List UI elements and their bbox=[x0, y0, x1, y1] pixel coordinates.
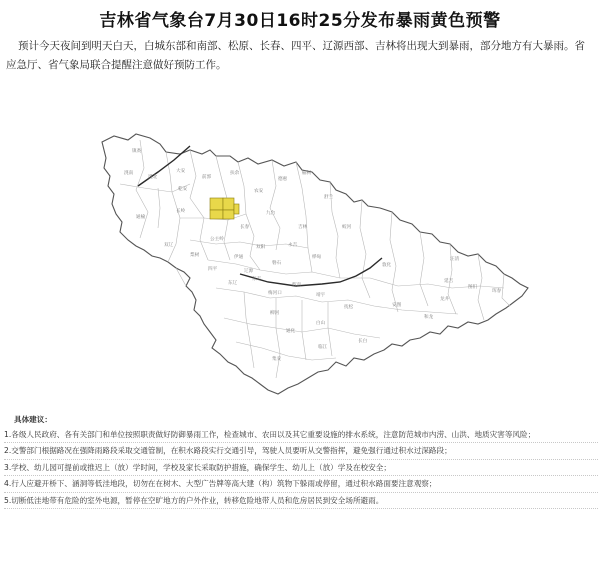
alert-area-2 bbox=[223, 198, 234, 210]
alert-area-4 bbox=[223, 210, 234, 219]
map-label: 汪清 bbox=[450, 257, 460, 262]
map-label: 图们 bbox=[468, 285, 478, 290]
map-label: 双阳 bbox=[256, 245, 266, 250]
advice-item: 4.行人应避开桥下、涵洞等低洼地段，切勿在在树木、大型广告牌等高大建（构）筑物下躲雨或停留，通过积水路面要注意观察； bbox=[4, 478, 598, 493]
map-label: 四平 bbox=[208, 267, 218, 272]
map-label: 通榆 bbox=[136, 215, 146, 220]
map-label: 永吉 bbox=[288, 243, 298, 248]
jilin-province-map bbox=[40, 128, 550, 400]
map-label: 长春 bbox=[240, 225, 250, 230]
province-outline bbox=[102, 134, 528, 394]
map-label: 临江 bbox=[318, 345, 328, 350]
map-label: 敦化 bbox=[382, 263, 392, 268]
map-label: 和龙 bbox=[424, 315, 434, 320]
map-label: 蛟河 bbox=[342, 225, 352, 230]
map-label: 公主岭 bbox=[210, 237, 224, 242]
map-label: 大安 bbox=[176, 169, 186, 174]
map-label: 长白 bbox=[358, 339, 368, 344]
page-title: 吉林省气象台7月30日16时25分发布暴雨黄色预警 bbox=[99, 11, 501, 31]
map-label: 抚松 bbox=[344, 305, 354, 310]
map-label: 长岭 bbox=[176, 209, 186, 214]
map-label: 安图 bbox=[392, 303, 402, 308]
map-label: 梅河口 bbox=[268, 291, 282, 296]
advice-section bbox=[4, 414, 598, 511]
map-label: 通化 bbox=[286, 329, 296, 334]
map-label: 辉南 bbox=[292, 283, 302, 288]
advice-item: 3.学校、幼儿园可提前或推迟上（放）学时间，学校及家长采取防护措施，确保学生、幼儿上（放）学及在校安全； bbox=[4, 462, 598, 477]
map-label: 梨树 bbox=[190, 253, 200, 258]
map-label: 扶余 bbox=[230, 171, 240, 176]
advice-item: 1.各级人民政府、各有关部门和单位按照职责做好防御暴雨工作，检查城市、农田以及其它重要设施的排水系统，注意防范城市内涝、山洪、地质灾害等风险； bbox=[4, 429, 598, 444]
map-label: 柳河 bbox=[270, 311, 280, 316]
map-label: 乾安 bbox=[178, 187, 188, 192]
map-label: 靖宇 bbox=[316, 293, 326, 298]
map-label: 白山 bbox=[316, 321, 326, 326]
map-label: 龙井 bbox=[440, 297, 450, 302]
map-label: 农安 bbox=[254, 189, 264, 194]
alert-area-5 bbox=[234, 204, 239, 214]
map-label: 德惠 bbox=[278, 177, 288, 182]
map-label: 双辽 bbox=[164, 243, 174, 248]
map-label: 辽源 bbox=[244, 269, 254, 274]
map-label: 吉林 bbox=[298, 225, 308, 230]
map-label: 洮北 bbox=[148, 175, 158, 180]
advice-item: 5.切断低洼地带有危险的室外电源，暂停在空旷地方的户外作业，转移危险地带人员和危房居民到安全场所避雨。 bbox=[4, 495, 598, 510]
map-label: 镇赉 bbox=[132, 149, 142, 154]
map-label: 集安 bbox=[272, 357, 282, 362]
advice-item: 2.交警部门根据路况在强降雨路段采取交通管制，在积水路段实行交通引导，驾驶人员要听从交警指挥，避免强行通过积水过深路段； bbox=[4, 445, 598, 460]
map-label: 九台 bbox=[266, 211, 276, 216]
map-label: 东丰 bbox=[252, 277, 262, 282]
map-label: 磐石 bbox=[272, 261, 282, 266]
map-label: 榆树 bbox=[302, 171, 312, 176]
map-label: 洮南 bbox=[124, 171, 134, 176]
map-label: 延吉 bbox=[444, 279, 454, 284]
alert-area-3 bbox=[210, 210, 223, 219]
advice-heading: 具体建议： bbox=[14, 415, 52, 424]
forecast-summary: 预计今天夜间到明天白天，白城东部和南部、松原、长春、四平、辽源西部、吉林将出现大到暴雨，部分地方有大暴雨。省应急厅、省气象局联合提醒注意做好预防工作。 bbox=[6, 40, 585, 71]
alert-area-1 bbox=[210, 198, 223, 210]
map-label: 珲春 bbox=[492, 289, 502, 294]
map-label: 东辽 bbox=[228, 281, 238, 286]
map-label: 桦甸 bbox=[312, 255, 322, 260]
map-svg bbox=[40, 128, 550, 400]
map-label: 伊通 bbox=[234, 255, 244, 260]
map-label: 前郭 bbox=[202, 175, 212, 180]
map-label: 舒兰 bbox=[324, 195, 334, 200]
